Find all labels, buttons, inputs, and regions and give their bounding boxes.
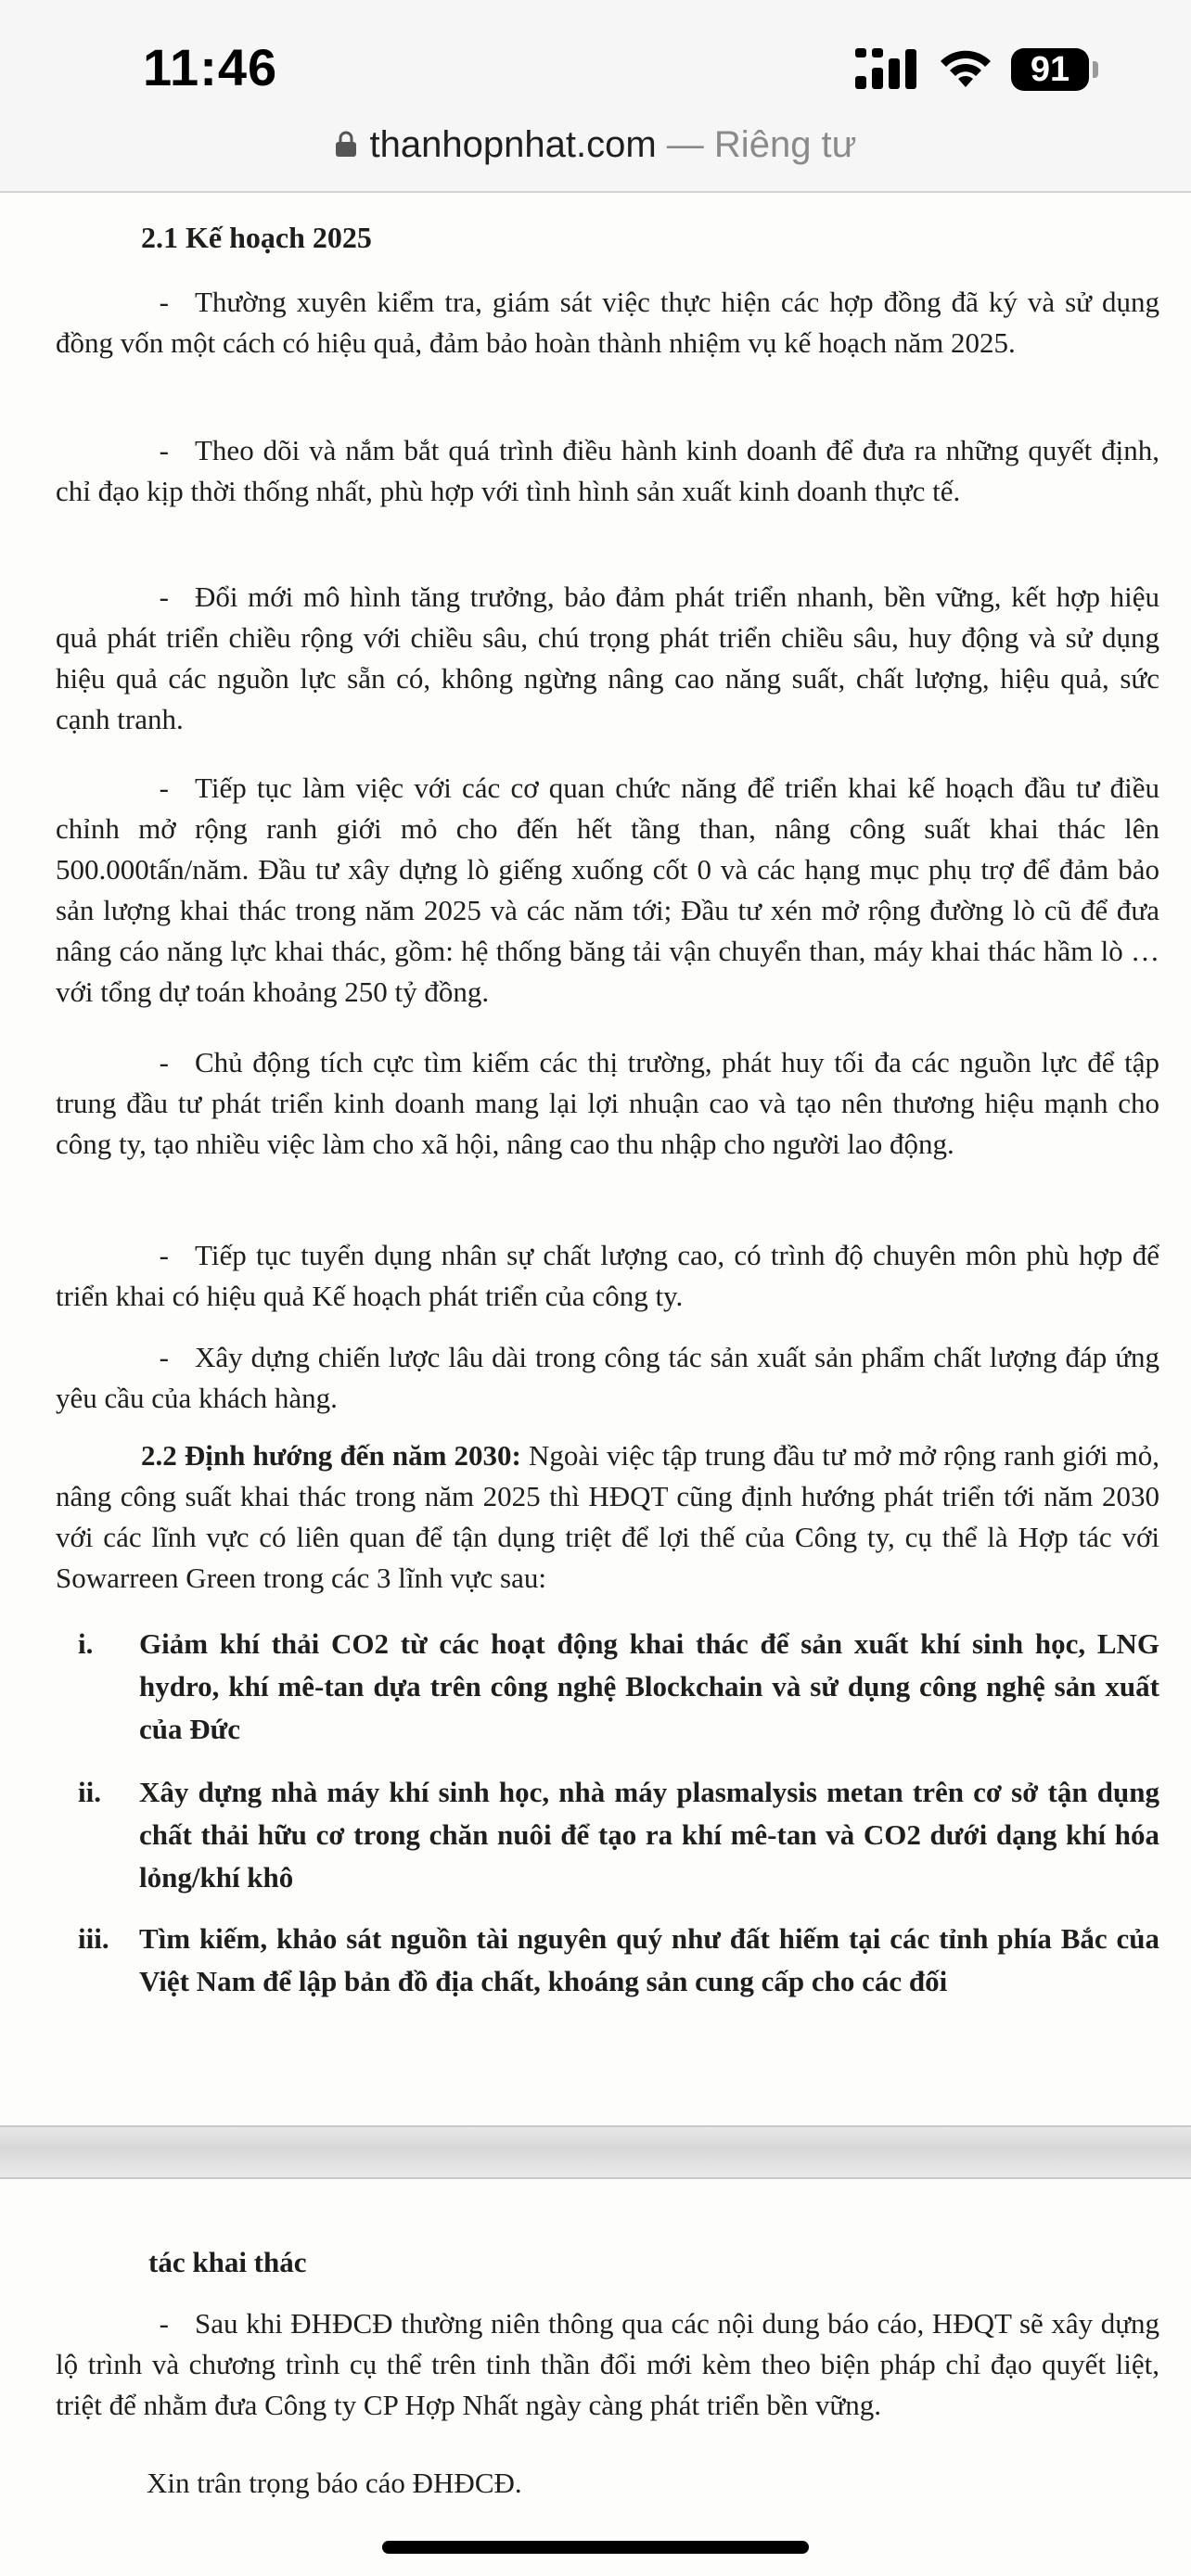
status-and-url-bar <box>0 0 1191 193</box>
lock-icon <box>335 130 357 158</box>
bullet-dash: - <box>159 772 169 804</box>
section-2-1-heading: 2.1 Kế hoạch 2025 <box>141 221 372 254</box>
bullet-dash: - <box>159 286 169 318</box>
bullet-dash: - <box>159 1046 169 1078</box>
url-separator: — <box>666 124 704 165</box>
bullet-dash: - <box>159 580 169 613</box>
list-text: Giảm khí thải CO2 từ các hoạt động khai thác để sản xuất khí sinh học, LNG hydro, khí mê-tan dựa trên công nghệ Blockchain và sử dụng công nghệ sản xuất của Đức <box>139 1627 1159 1745</box>
bullet-paragraph <box>56 768 1159 1013</box>
battery-tip <box>1093 61 1098 78</box>
list-item <box>56 1918 1159 2003</box>
section-2-2-heading: 2.2 Định hướng đến năm 2030: <box>141 1439 521 1472</box>
bullet-text: Tiếp tục làm việc với các cơ quan chức năng để triển khai kế hoạch đầu tư điều chỉnh mở rộng ranh giới mỏ cho đến hết tầng than, nâng công suất khai thác lên 500.000tấn/năm. Đầu tư xây dựng lò giếng xuống cốt 0 và các hạng mục phụ trợ để đảm bảo sản lượng khai thác trong năm 2025 và các năm tới; Đầu tư xén mở rộng đường lò cũ để đưa nâng cáo năng lực khai thác, gồm: hệ thống băng tải vận chuyển than, máy khai thác hầm lò …với tổng dự toán khoảng 250 tỷ đồng. <box>56 772 1159 1008</box>
url-domain: thanhopnhat.com <box>369 124 657 165</box>
list-item <box>56 1623 1159 1751</box>
bullet-paragraph <box>56 430 1159 512</box>
page-break <box>0 2125 1191 2179</box>
cellular-signal-icon <box>855 48 920 91</box>
battery-indicator: 91 <box>1011 48 1089 91</box>
wifi-icon <box>937 46 994 91</box>
address-bar[interactable] <box>0 117 1191 172</box>
bullet-text: Sau khi ĐHĐCĐ thường niên thông qua các nội dung báo cáo, HĐQT sẽ xây dựng lộ trình và chương trình cụ thể trên tinh thần đổi mới kèm theo biện pháp chỉ đạo quyết liệt, triệt để nhằm đưa Công ty CP Hợp Nhất ngày càng phát triển bền vững. <box>56 2307 1159 2421</box>
bullet-text: Thường xuyên kiểm tra, giám sát việc thực hiện các hợp đồng đã ký và sử dụng đồng vốn một cách có hiệu quả, đảm bảo hoàn thành nhiệm vụ kế hoạch năm 2025. <box>56 286 1159 359</box>
bullet-text: Chủ động tích cực tìm kiếm các thị trường, phát huy tối đa các nguồn lực để tập trung đầu tư phát triển kinh doanh mang lại lợi nhuận cao và tạo nên thương hiệu mạnh cho công ty, tạo nhiều việc làm cho xã hội, nâng cao thu nhập cho người lao động. <box>56 1046 1159 1160</box>
list-item <box>56 1771 1159 1899</box>
bullet-dash: - <box>159 2307 169 2340</box>
home-indicator[interactable] <box>382 2541 809 2554</box>
document-page <box>0 193 1191 2576</box>
list-number: i. <box>78 1627 94 1660</box>
bullet-text: Xây dựng chiến lược lâu dài trong công tác sản xuất sản phẩm chất lượng đáp ứng yêu cầu của khách hàng. <box>56 1341 1159 1414</box>
bullet-paragraph <box>56 282 1159 363</box>
closing-paragraph <box>56 2303 1159 2426</box>
bullet-text: Tiếp tục tuyển dụng nhân sự chất lượng cao, có trình độ chuyên môn phù hợp để triển khai có hiệu quả Kế hoạch phát triển của công ty. <box>56 1239 1159 1312</box>
bullet-dash: - <box>159 434 169 466</box>
list-text: Tìm kiếm, khảo sát nguồn tài nguyên quý như đất hiếm tại các tỉnh phía Bắc của Việt Nam để lập bản đồ địa chất, khoáng sản cung cấp cho các đối <box>139 1922 1159 1997</box>
bullet-text: Đổi mới mô hình tăng trưởng, bảo đảm phát triển nhanh, bền vững, kết hợp hiệu quả phát triển chiều rộng với chiều sâu, chú trọng phát triển chiều sâu, huy động và sử dụng hiệu quả các nguồn lực sẵn có, không ngừng nâng cao năng suất, chất lượng, hiệu quả, sức cạnh tranh. <box>56 580 1159 735</box>
bullet-paragraph <box>56 1235 1159 1317</box>
section-2-2-paragraph <box>56 1435 1159 1599</box>
bullet-paragraph <box>56 577 1159 740</box>
sign-off: Xin trân trọng báo cáo ĐHĐCĐ. <box>147 2467 522 2499</box>
section-2-2-text: Ngoài việc tập trung đầu tư mở mở rộng ranh giới mỏ, nâng công suất khai thác trong năm 2025 thì HĐQT cũng định hướng phát triển tới năm 2030 với các lĩnh vực có liên quan để tận dụng triệt để lợi thế của Công ty, cụ thể là Hợp tác với Sowarreen Green trong các 3 lĩnh vực sau: <box>56 1439 1160 1594</box>
bullet-paragraph <box>56 1042 1159 1165</box>
private-mode-label: Riêng tư <box>713 124 857 165</box>
list-number: iii. <box>78 1922 109 1955</box>
bullet-paragraph <box>56 1337 1159 1419</box>
list-text: Xây dựng nhà máy khí sinh học, nhà máy plasmalysis metan trên cơ sở tận dụng chất thải hữu cơ trong chăn nuôi để tạo ra khí mê-tan và CO2 dưới dạng khí hóa lỏng/khí khô <box>139 1776 1159 1894</box>
bullet-dash: - <box>159 1341 169 1373</box>
continuation-text: tác khai thác <box>148 2246 307 2278</box>
bullet-text: Theo dõi và nắm bắt quá trình điều hành kinh doanh để đưa ra những quyết định, chỉ đạo kịp thời thống nhất, phù hợp với tình hình sản xuất kinh doanh thực tế. <box>56 434 1159 507</box>
list-number: ii. <box>78 1776 101 1808</box>
bullet-dash: - <box>159 1239 169 1271</box>
status-time: 11:46 <box>143 38 278 96</box>
